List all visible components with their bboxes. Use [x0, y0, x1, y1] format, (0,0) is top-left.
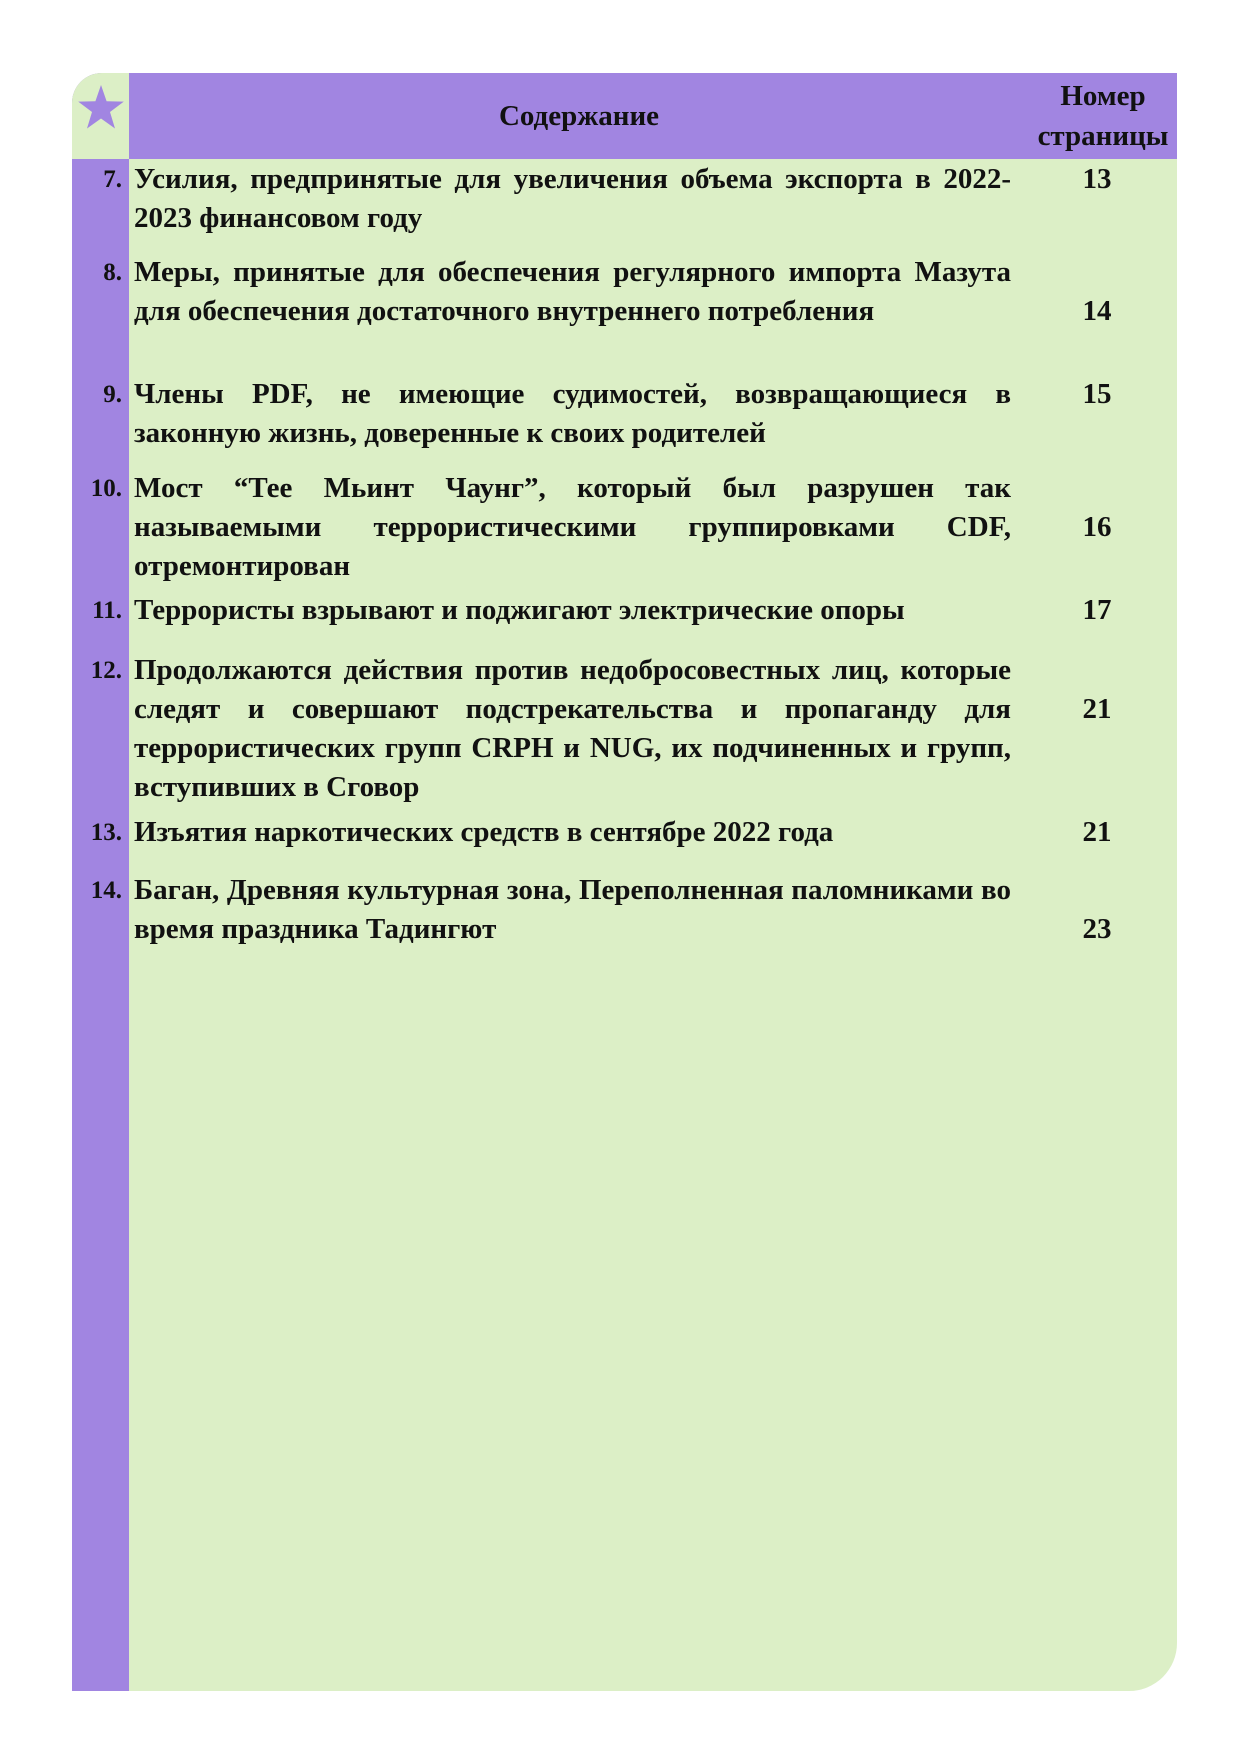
toc-item-title[interactable]: Баган, Древняя культурная зона, Переполненная паломниками во время праздника Тадингют [134, 874, 1011, 945]
toc-item-title[interactable]: Изъятия наркотических средств в сентябре 2022 года [134, 816, 834, 848]
toc-item-number: 7. [103, 166, 122, 193]
toc-item-number: 9. [103, 381, 122, 408]
toc-title: Содержание [498, 99, 660, 132]
page-number-header-line1: Номер [1060, 80, 1146, 112]
toc-item-title[interactable]: Террористы взрывают и поджигают электрические опоры [134, 594, 905, 626]
toc-item-number: 8. [103, 259, 122, 286]
toc-item-page[interactable]: 21 [1082, 693, 1112, 725]
toc-item-page[interactable]: 23 [1082, 913, 1112, 945]
toc-item-title[interactable]: Усилия, предпринятые для увеличения объема экспорта в 2022-2023 финансовом году [134, 163, 1011, 234]
toc-item-number: 10. [90, 475, 122, 502]
toc-item-title[interactable]: Мост “Тее Мьинт Чаунг”, который был разрушен так называемыми террористическими группировками CDF, отремонтирован [134, 472, 1011, 582]
toc-item-page[interactable]: 17 [1082, 594, 1112, 626]
toc-item-page[interactable]: 13 [1082, 163, 1112, 195]
toc-item-number: 14. [90, 877, 122, 904]
toc-item-number: 12. [90, 657, 122, 684]
toc-item-page[interactable]: 21 [1082, 816, 1112, 848]
page-number-header-line2: страницы [1037, 120, 1169, 152]
toc-item-page[interactable]: 16 [1082, 511, 1112, 543]
toc-item-title[interactable]: Продолжаются действия против недобросовестных лиц, которые следят и совершают подстрекательства и пропаганду для террористических групп CRPH и NUG, их подчиненных и групп, вступивших в Сговор [134, 654, 1011, 803]
toc-header [129, 73, 1177, 159]
toc-item-number: 13. [90, 819, 122, 846]
toc-item-page[interactable]: 15 [1082, 378, 1112, 410]
toc-item-title[interactable]: Меры, принятые для обеспечения регулярного импорта Мазута для обеспечения достаточного внутреннего потребления [134, 256, 1011, 327]
page-number-header [1029, 73, 1177, 159]
star-icon [77, 83, 125, 131]
toc-item-number: 11. [92, 597, 122, 624]
toc-item-page[interactable]: 14 [1082, 295, 1112, 327]
toc-item-title[interactable]: Члены PDF, не имеющие судимостей, возвращающиеся в законную жизнь, доверенные к своих родителей [134, 378, 1011, 449]
star-cell [72, 73, 129, 159]
toc-panel [72, 73, 1177, 1691]
